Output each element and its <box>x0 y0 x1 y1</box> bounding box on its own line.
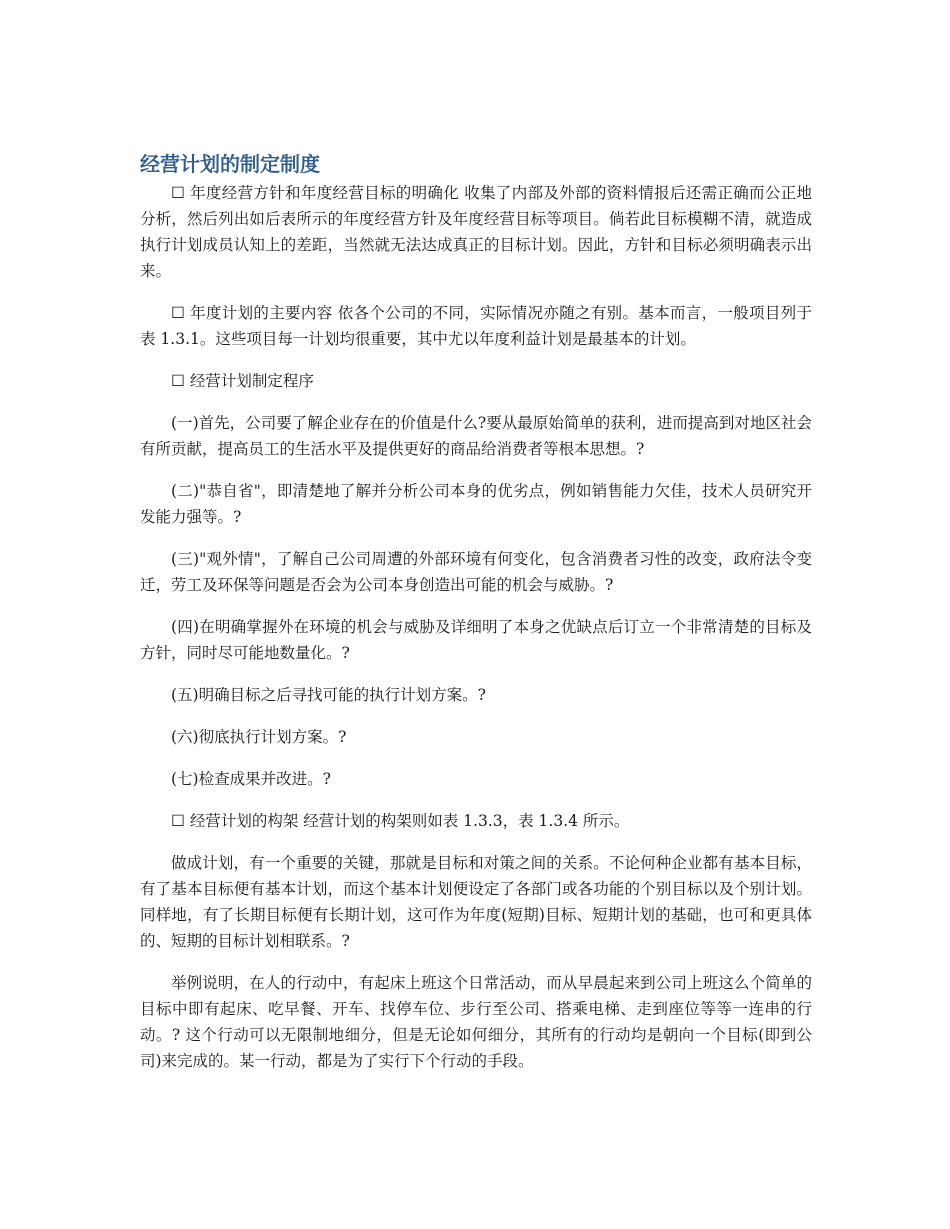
paragraph-step-4: (四)在明确掌握外在环境的机会与威胁及详细明了本身之优缺点后订立一个非常清楚的目标及方针，同时尽可能地数量化。? <box>140 618 812 662</box>
paragraph-plan-framework: ☐ 经营计划的构架 经营计划的构架则如表 1.3.3，表 1.3.4 所示。 <box>171 812 630 830</box>
paragraph-step-2: (二)"恭自省"，即清楚地了解并分析公司本身的优劣点，例如销售能力欠佳，技术人员研究开发能力强等。? <box>140 482 812 526</box>
paragraph-step-6: (六)彻底执行计划方案。? <box>171 728 347 746</box>
paragraph-step-7: (七)检查成果并改进。? <box>171 770 331 788</box>
paragraph-annual-plan-content: ☐ 年度计划的主要内容 依各个公司的不同，实际情况亦随之有别。基本而言，一般项目列于表 1.3.1。这些项目每一计划均很重要，其中尤以年度利益计划是最基本的计划。 <box>140 304 812 348</box>
paragraph-example: 举例说明，在人的行动中，有起床上班这个日常活动，而从早晨起来到公司上班这么个简单的目标中即有起床、吃早餐、开车、找停车位、步行至公司、搭乘电梯、走到座位等等一连串的行动。? 这个行动可以无限制地细分，但是无论如何细分，其所有的行动均是朝向一个目标(即到公司)来完成的。某一行动，都是为了实行下个行动的手段。 <box>140 974 812 1070</box>
paragraph-procedure-heading: ☐ 经营计划制定程序 <box>171 372 314 390</box>
paragraph-step-5: (五)明确目标之后寻找可能的执行计划方案。? <box>171 686 486 704</box>
paragraph-annual-policy: ☐ 年度经营方针和年度经营目标的明确化 收集了内部及外部的资料情报后还需正确而公正地分析，然后列出如后表所示的年度经营方针及年度经营目标等项目。倘若此目标模糊不清，就造成执行计划成员认知上的差距，当然就无法达成真正的目标计划。因此，方针和目标必须明确表示出来。 <box>140 184 812 280</box>
document-page <box>140 150 812 1090</box>
document-title: 经营计划的制定制度 <box>140 152 320 176</box>
paragraph-goals-and-measures: 做成计划，有一个重要的关键，那就是目标和对策之间的关系。不论何种企业都有基本目标，有了基本目标便有基本计划，而这个基本计划便设定了各部门或各功能的个别目标以及个别计划。同样地，有了长期目标便有长期计划，这可作为年度(短期)目标、短期计划的基础，也可和更具体的、短期的目标计划相联系。? <box>140 854 812 950</box>
paragraph-step-1: (一)首先，公司要了解企业存在的价值是什么?要从最原始简单的获利，进而提高到对地区社会有所贡献，提高员工的生活水平及提供更好的商品给消费者等根本思想。? <box>140 414 812 458</box>
paragraph-step-3: (三)"观外情"，了解自己公司周遭的外部环境有何变化，包含消费者习性的改变，政府法令变迁，劳工及环保等问题是否会为公司本身创造出可能的机会与威胁。? <box>140 550 812 594</box>
